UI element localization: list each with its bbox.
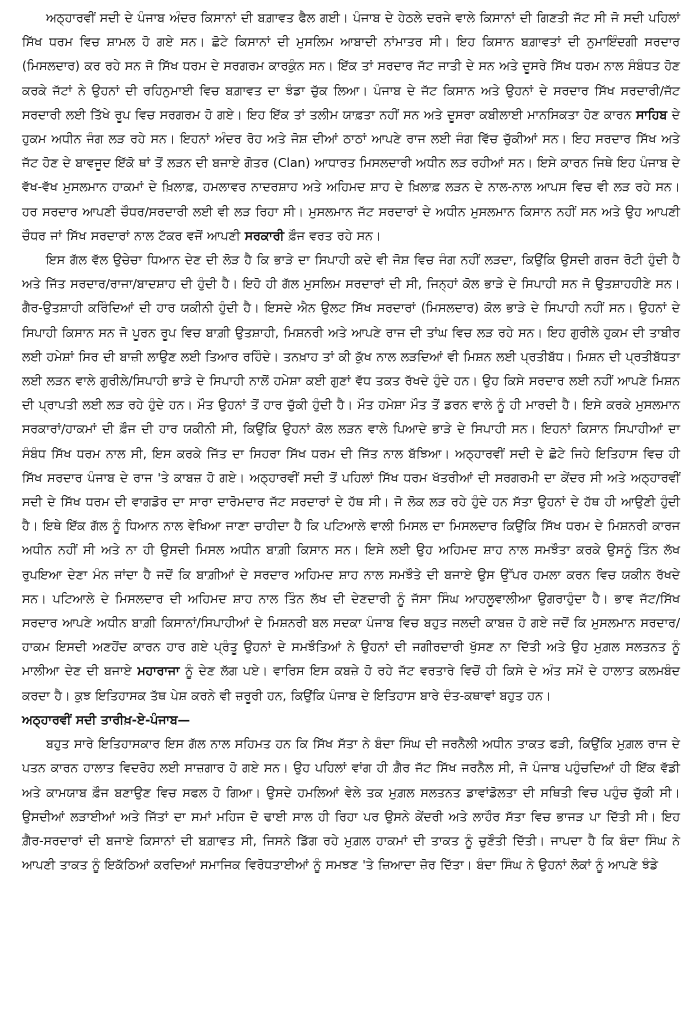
section-heading: ਅਠ੍ਹਾਰਵੀਂ ਸਦੀ ਤਾਰੀਖ਼-ਏ-ਪੰਜਾਬ— xyxy=(22,711,190,727)
p2-text-a: ਇਸ ਗੱਲ ਵੱਲ ਉਚੇਚਾ ਧਿਆਨ ਦੇਣ ਦੀ ਲੋੜ ਹੈ ਕਿ ਭਾੜੇ ਦਾ ਸਿਪਾਹੀ ਕਦੇ ਵੀ ਜੋਸ਼ ਵਿਚ ਜੰਗ ਨਹੀਂ ਲੜਦਾ, ਕਿਉਂਕਿ ਉਸਦੀ ਗਰਜ ਰੋਟੀ ਹੁੰਦੀ ਹੈ ਅਤੇ ਜਿੱਤ ਸਰਦਾਰ/ਰਾਜਾ/ਬਾਦਸ਼ਾਹ ਦੀ ਹੁੰਦੀ ਹੈ। ਇਹੋ ਹੀ ਗੱਲ ਮੁਸਲਿਮ ਸਰਦਾਰਾਂ ਦੀ ਸੀ, ਜਿਨ੍ਹਾਂ ਕੋਲ ਭਾੜੇ ਦੇ ਸਿਪਾਹੀ ਸਨ ਜੋ ਉਤਸ਼ਾਹਹੀਣੇ ਸਨ। ਗੈਰ-ਉਤਸ਼ਾਹੀ ਕਰਿੰਦਿਆਂ ਦੀ ਹਾਰ ਯਕੀਨੀ ਹੁੰਦੀ ਹੈ। ਇਸਦੇ ਐਨ ਉਲਟ ਸਿੱਖ ਸਰਦਾਰਾਂ (ਮਿਸਲਦਾਰ) ਕੋਲ ਭਾੜੇ ਦੇ ਸਿਪਾਹੀ ਨਹੀਂ ਸਨ। ਉਹਨਾਂ ਦੇ ਸਿਪਾਹੀ ਕਿਸਾਨ ਸਨ ਜੋ ਪੂਰਨ ਰੂਪ ਵਿਚ ਬਾਗ਼ੀ ਉਤਸ਼ਾਹੀ, ਮਿਸ਼ਨਰੀ ਅਤੇ ਆਪਣੇ ਰਾਜ ਦੀ ਤਾਂਘ ਵਿਚ ਲੜ ਰਹੇ ਸਨ। ਇਹ ਗੁਰੀਲੇ ਹੁਕਮ ਦੀ ਤਾਬੀਰ ਲਈ ਹਮੇਸ਼ਾਂ ਸਿਰ ਦੀ ਬਾਜ਼ੀ ਲਾਉਣ ਲਈ ਤਿਆਰ ਰਹਿੰਦੇ। ਤਨਖ਼ਾਹ ਤਾਂ ਕੀ ਕੁੱਖ ਨਾਲ ਲੜਦਿਆਂ ਵੀ ਮਿਸ਼ਨ ਲਈ ਪ੍ਰਤੀਬੱਧ। ਮਿਸ਼ਨ ਦੀ ਪ੍ਰਤੀਬੱਧਤਾ ਲਈ ਲੜਨ ਵਾਲੇ ਗੁਰੀਲੇ/ਸਿਪਾਹੀ ਭਾੜੇ ਦੇ ਸਿਪਾਹੀ ਨਾਲੋਂ ਹਮੇਸ਼ਾ ਕਈ ਗੁਣਾਂ ਵੱਧ ਤਕਤ ਰੱਖਦੇ ਹੁੰਦੇ ਹਨ। ਉਹ ਕਿਸੇ ਸਰਦਾਰ ਲਈ ਨਹੀਂ ਆਪਣੇ ਮਿਸ਼ਨ ਦੀ ਪ੍ਰਾਪਤੀ ਲਈ ਲੜ ਰਹੇ ਹੁੰਦੇ ਹਨ। ਮੌਤ ਉਹਨਾਂ ਤੋਂ ਹਾਰ ਚੁੱਕੀ ਹੁੰਦੀ ਹੈ। ਮੌਤ ਹਮੇਸ਼ਾ ਮੌਤ ਤੋਂ ਡਰਨ ਵਾਲੇ ਨੂੰ ਹੀ ਮਾਰਦੀ ਹੈ। ਇਸੇ ਕਰਕੇ ਮੁਸਲਮਾਨ ਸਰਕਾਰਾਂ/ਹਾਕਮਾਂ ਦੀ ਫ਼ੌਜ ਦੀ ਹਾਰ ਯਕੀਨੀ ਸੀ, ਕਿਉਂਕਿ ਉਹਨਾਂ ਕੋਲ ਲੜਨ ਵਾਲੇ ਪਿਆਦੇ ਭਾੜੇ ਦੇ ਸਿਪਾਹੀ ਸਨ। ਇਹਨਾਂ ਕਿਸਾਨ ਸਿਪਾਹੀਆਂ ਦਾ ਸੰਬੰਧ ਸਿੱਖ ਧਰਮ ਨਾਲ ਸੀ, ਇਸ ਕਰਕੇ ਜਿੱਤ ਦਾ ਸਿਹਰਾ ਸਿੱਖ ਧਰਮ ਦੀ ਜਿੱਤ ਨਾਲ ਬੱਝਿਆ। ਅਠ੍ਹਾਰਵੀਂ ਸਦੀ ਦੇ ਛੋਟੇ ਜਿਹੇ ਇਤਿਹਾਸ ਵਿਚ ਹੀ ਸਿੱਖ ਸਰਦਾਰ ਪੰਜਾਬ ਦੇ ਰਾਜ 'ਤੇ ਕਾਬਜ਼ ਹੋ ਗਏ। ਅਠ੍ਹਾਰਵੀਂ ਸਦੀ ਤੋਂ ਪਹਿਲਾਂ ਸਿੱਖ ਧਰਮ ਖੱਤਰੀਆਂ ਦੀ ਸਰਗਰਮੀ ਦਾ ਕੇਂਦਰ ਸੀ ਅਤੇ ਅਠ੍ਹਾਰਵੀਂ ਸਦੀ ਦੇ ਸਿੱਖ ਧਰਮ ਦੀ ਵਾਗਡੋਰ ਦਾ ਸਾਰਾ ਦਾਰੋਮਦਾਰ ਜੱਟ ਸਰਦਾਰਾਂ ਦੇ ਹੱਥ ਸੀ। ਜੋ ਲੋਕ ਲੜ ਰਹੇ ਹੁੰਦੇ ਹਨ ਸੱਤਾ ਉਹਨਾਂ ਦੇ ਹੱਥ ਹੀ ਆਉਣੀ ਹੁੰਦੀ ਹੈ। ਇਥੇ ਇੱਕ ਗੱਲ ਨੂੰ ਧਿਆਨ ਨਾਲ ਵੇਖਿਆ ਜਾਣਾ ਚਾਹੀਦਾ ਹੈ ਕਿ ਪਟਿਆਲੇ ਵਾਲੀ ਮਿਸਲ ਦਾ ਮਿਸਲਦਾਰ ਕਿਉਂਕਿ ਸਿੱਖ ਧਰਮ ਦੇ ਮਿਸ਼ਨਰੀ ਕਾਰਜ ਅਧੀਨ ਨਹੀਂ ਸੀ ਅਤੇ ਨਾ ਹੀ ਉਸਦੀ ਮਿਸਲ ਅਧੀਨ ਬਾਗ਼ੀ ਕਿਸਾਨ ਸਨ। ਇਸੇ ਲਈ ਉਹ ਅਹਿਮਦ ਸ਼ਾਹ ਨਾਲ ਸਮਝੌਤਾ ਕਰਕੇ ਉਸਨੂੰ ਤਿੰਨ ਲੱਖ ਰੁਪਇਆ ਦੇਣਾ ਮੰਨ ਜਾਂਦਾ ਹੈ ਜਦੋਂ ਕਿ ਬਾਗ਼ੀਆਂ ਦੇ ਸਰਦਾਰ ਅਹਿਮਦ ਸ਼ਾਹ ਨਾਲ ਸਮਝੌਤੇ ਦੀ ਬਜਾਏ ਉਸ ਉੱਪਰ ਹਮਲਾ ਕਰਨ ਵਿਚ ਯਕੀਨ ਰੱਖਦੇ ਸਨ। ਪਟਿਆਲੇ ਦੇ ਮਿਸਲਦਾਰ ਦੀ ਅਹਿਮਦ ਸ਼ਾਹ ਨਾਲ ਤਿੰਨ ਲੱਖ ਦੀ ਦੇਣਦਾਰੀ ਨੂੰ ਜੱਸਾ ਸਿੰਘ ਆਹਲੂਵਾਲੀਆ ਉਗਰਾਹੁੰਦਾ ਹੈ। ਭਾਵ ਜੱਟ/ਸਿੱਖ ਸਰਦਾਰ ਆਪਣੇ ਅਧੀਨ ਬਾਗ਼ੀ ਕਿਸਾਨਾਂ/ਸਿਪਾਹੀਆਂ ਦੇ ਮਿਸ਼ਨਰੀ ਬਲ ਸਦਕਾ ਪੰਜਾਬ ਵਿਚ ਬਹੁਤ ਜਲਦੀ ਕਾਬਜ਼ ਹੋ ਗਏ ਜਦੋਂ ਕਿ ਮੁਸਲਮਾਨ ਸਰਦਾਰ/ਹਾਕਮ ਇਸਦੀ ਅਣਹੋਂਦ ਕਾਰਨ ਹਾਰ ਗਏ ਪ੍ਰੰਤੂ ਉਹਨਾਂ ਦੇ ਸਮਝੌਤਿਆਂ ਨੇ ਉਹਨਾਂ ਦੀ ਜਗੀਰਦਾਰੀ ਖੁੱਸਣ ਨਾ ਦਿੱਤੀ ਅਤੇ ਉਹ ਮੁਗ਼ਲ ਸਲਤਨਤ ਨੂੰ ਮਾਲੀਆ ਦੇਣ ਦੀ ਬਜਾਏ xyxy=(22,252,680,679)
p1-text-b: ਦੇ ਹੁਕਮ ਅਧੀਨ ਜੰਗ ਲੜ ਰਹੇ ਸਨ। ਇਹਨਾਂ ਅੰਦਰ ਰੋਹ ਅਤੇ ਜੋਸ਼ ਦੀਆਂ ਠਾਠਾਂ ਆਪਣੇ ਰਾਜ ਲਈ ਜੰਗ ਵਿੱਚ ਚੁੱਕੀਆਂ ਸਨ। ਇਹ ਸਰਦਾਰ ਸਿੱਖ ਅਤੇ ਜੱਟ ਹੋਣ ਦੇ ਬਾਵਜੂਦ ਇੱਕੋ ਥਾਂ ਤੋਂ ਲੜਨ ਦੀ ਬਜਾਏ ਗੋਤਰ (Clan) ਆਧਾਰਤ ਮਿਸਲਦਾਰੀ ਅਧੀਨ ਲੜ ਰਹੀਆਂ ਸਨ। ਇਸੇ ਕਾਰਨ ਜਿਥੇ ਇਹ ਪੰਜਾਬ ਦੇ ਵੱਖ-ਵੱਖ ਮੁਸਲਮਾਨ ਹਾਕਮਾਂ ਦੇ ਖ਼ਿਲਾਫ਼, ਹਮਲਾਵਰ ਨਾਦਰਸ਼ਾਹ ਅਤੇ ਅਹਿਮਦ ਸ਼ਾਹ ਦੇ ਖ਼ਿਲਾਫ਼ ਲੜਨ ਦੇ ਨਾਲ-ਨਾਲ ਆਪਸ ਵਿਚ ਵੀ ਲੜ ਰਹੇ ਸਨ। ਹਰ ਸਰਦਾਰ ਆਪਣੀ ਚੌਧਰ/ਸਰਦਾਰੀ ਲਈ ਵੀ ਲੜ ਰਿਹਾ ਸੀ। ਮੁਸਲਮਾਨ ਜੱਟ ਸਰਦਾਰਾਂ ਦੇ ਅਧੀਨ ਮੁਸਲਮਾਨ ਕਿਸਾਨ ਨਹੀਂ ਸਨ ਅਤੇ ਉਹ ਆਪਣੀ ਚੌਧਰ ਜਾਂ ਸਿੱਖ ਸਰਦਾਰਾਂ ਨਾਲ ਟੱਕਰ ਵਜੋਂ ਆਪਣੀ xyxy=(22,106,680,243)
p1-text-a: ਅਠ੍ਹਾਰਵੀਂ ਸਦੀ ਦੇ ਪੰਜਾਬ ਅੰਦਰ ਕਿਸਾਨਾਂ ਦੀ ਬਗ਼ਾਵਤ ਫੈਲ ਗਈ। ਪੰਜਾਬ ਦੇ ਹੇਠਲੇ ਦਰਜੇ ਵਾਲੇ ਕਿਸਾਨਾਂ ਦੀ ਗਿਣਤੀ ਜੱਟ ਸੀ ਜੋ ਸਦੀ ਪਹਿਲਾਂ ਸਿੱਖ ਧਰਮ ਵਿਚ ਸ਼ਾਮਲ ਹੋ ਗਏ ਸਨ। ਛੋਟੇ ਕਿਸਾਨਾਂ ਦੀ ਮੁਸਲਿਮ ਆਬਾਦੀ ਨਾਂਮਾਤਰ ਸੀ। ਇਹ ਕਿਸਾਨ ਬਗ਼ਾਵਤਾਂ ਦੀ ਨੁਮਾਇੰਦਗੀ ਸਰਦਾਰ (ਮਿਸਲਦਾਰ) ਕਰ ਰਹੇ ਸਨ ਜੋ ਸਿੱਖ ਧਰਮ ਦੇ ਸਰਗਰਮ ਕਾਰਕੁੰਨ ਸਨ। ਇੱਕ ਤਾਂ ਸਰਦਾਰ ਜੱਟ ਜਾਤੀ ਦੇ ਸਨ ਅਤੇ ਦੂਸਰੇ ਸਿੱਖ ਧਰਮ ਨਾਲ ਸੰਬੰਧਤ ਹੋਣ ਕਰਕੇ ਜੱਟਾਂ ਨੇ ਉਹਨਾਂ ਦੀ ਰਹਿਨੁਮਾਈ ਵਿਚ ਬਗ਼ਾਵਤ ਦਾ ਝੰਡਾ ਚੁੱਕ ਲਿਆ। ਪੰਜਾਬ ਦੇ ਜੱਟ ਕਿਸਾਨ ਅਤੇ ਉਹਨਾਂ ਦੇ ਸਰਦਾਰ ਸਿੱਖ ਸਰਦਾਰੀ/ਜੱਟ ਸਰਦਾਰੀ ਲਈ ਤਿੱਖੇ ਰੂਪ ਵਿਚ ਸਰਗਰਮ ਹੋ ਗਏ। ਇਹ ਇੱਕ ਤਾਂ ਤਲੀਮ ਯਾਫ਼ਤਾ ਨਹੀਂ ਸਨ ਅਤੇ ਦੂਸਰਾ ਕਬੀਲਾਈ ਮਾਨਸਿਕਤਾ ਹੋਣ ਕਾਰਨ xyxy=(22,10,680,122)
paragraph-2 xyxy=(22,248,680,708)
paragraph-3 xyxy=(22,732,680,877)
document-page xyxy=(22,0,680,877)
p1-bold-sarkari: ਸਰਕਾਰੀ xyxy=(244,227,285,243)
p3-text-a: ਬਹੁਤ ਸਾਰੇ ਇਤਿਹਾਸਕਾਰ ਇਸ ਗੱਲ ਨਾਲ ਸਹਿਮਤ ਹਨ ਕਿ ਸਿੱਖ ਸੱਤਾ ਨੇ ਬੰਦਾ ਸਿੰਘ ਦੀ ਜਰਨੈਲੀ ਅਧੀਨ ਤਾਕਤ ਫੜੀ, ਕਿਉਂਕਿ ਮੁਗ਼ਲ ਰਾਜ ਦੇ ਪਤਨ ਕਾਰਨ ਹਾਲਾਤ ਵਿਦਰੋਹ ਲਈ ਸਾਜ਼ਗਾਰ ਹੋ ਗਏ ਸਨ। ਉਹ ਪਹਿਲਾਂ ਵਾਂਗ ਹੀ ਗ਼ੈਰ ਜੱਟ ਸਿੱਖ ਜਰਨੈਲ ਸੀ, ਜੋ ਪੰਜਾਬ ਪਹੁੰਚਦਿਆਂ ਹੀ ਇੱਕ ਵੱਡੀ ਅਤੇ ਕਾਮਯਾਬ ਫ਼ੌਜ ਬਣਾਉਣ ਵਿਚ ਸਫਲ ਹੋ ਗਿਆ। ਉਸਦੇ ਹਮਲਿਆਂ ਵੇਲੇ ਤਕ ਮੁਗ਼ਲ ਸਲਤਨਤ ਡਾਵਾਂਡੋਲਤਾ ਦੀ ਸਥਿਤੀ ਵਿਚ ਪਹੁੰਚ ਚੁੱਕੀ ਸੀ। ਉਸਦੀਆਂ ਲੜਾਈਆਂ ਅਤੇ ਜਿੱਤਾਂ ਦਾ ਸਮਾਂ ਮਹਿਜ ਦੋ ਢਾਈ ਸਾਲ ਹੀ ਰਿਹਾ ਪਰ ਉਸਨੇ ਕੇਂਦਰੀ ਅਤੇ ਲਾਹੌਰ ਸੱਤਾ ਵਿਚ ਭਾਜੜ ਪਾ ਦਿੱਤੀ ਸੀ। ਇਹ ਗ਼ੈਰ-ਸਰਦਾਰਾਂ ਦੀ ਬਜਾਏ ਕਿਸਾਨਾਂ ਦੀ ਬਗ਼ਾਵਤ ਸੀ, ਜਿਸਨੇ ਡਿੱਗ ਰਹੇ ਮੁਗ਼ਲ ਹਾਕਮਾਂ ਦੀ ਤਾਕਤ ਨੂੰ ਚੁਣੌਤੀ ਦਿੱਤੀ। ਜਾਪਦਾ ਹੈ ਕਿ ਬੰਦਾ ਸਿੰਘ ਨੇ ਆਪਣੀ ਤਾਕਤ ਨੂੰ ਇਕੱਠਿਆਂ ਕਰਦਿਆਂ ਸਮਾਜਿਕ ਵਿਰੋਧਤਾਈਆਂ ਨੂੰ ਸਮਝਣ 'ਤੇ ਜ਼ਿਆਦਾ ਜ਼ੋਰ ਦਿੱਤਾ। ਬੰਦਾ ਸਿੰਘ ਨੇ ਉਹਨਾਂ ਲੋਕਾਂ ਨੂੰ ਆਪਣੇ ਝੰਡੇ xyxy=(22,736,680,873)
p2-text-b: ਨੂੰ ਦੇਣ ਲੱਗ ਪਏ। ਵਾਰਿਸ ਇਸ ਕਬਜ਼ੇ ਹੋ ਰਹੇ ਜੱਟ ਵਰਤਾਰੇ ਵਿਚੋਂ ਹੀ ਕਿਸੇ ਦੇ ਅੰਤ ਸਮੇਂ ਦੇ ਹਾਲਾਤ ਕਲਮਬੰਦ ਕਰਦਾ ਹੈ। ਕੁਝ ਇਤਿਹਾਸਕ ਤੱਥ ਪੇਸ਼ ਕਰਨੇ ਵੀ ਜ਼ਰੂਰੀ ਹਨ, ਕਿਉਂਕਿ ਪੰਜਾਬ ਦੇ ਇਤਿਹਾਸ ਬਾਰੇ ਦੰਤ-ਕਥਾਵਾਂ ਬਹੁਤ ਹਨ। xyxy=(22,663,680,703)
p2-bold-maharaja: ਮਹਾਰਾਜਾ xyxy=(137,663,180,679)
paragraph-1 xyxy=(22,6,680,248)
p1-text-c: ਫ਼ੌਜ ਵਰਤ ਰਹੇ ਸਨ। xyxy=(284,227,382,243)
p1-bold-sahib: ਸਾਹਿਬ xyxy=(636,106,668,122)
